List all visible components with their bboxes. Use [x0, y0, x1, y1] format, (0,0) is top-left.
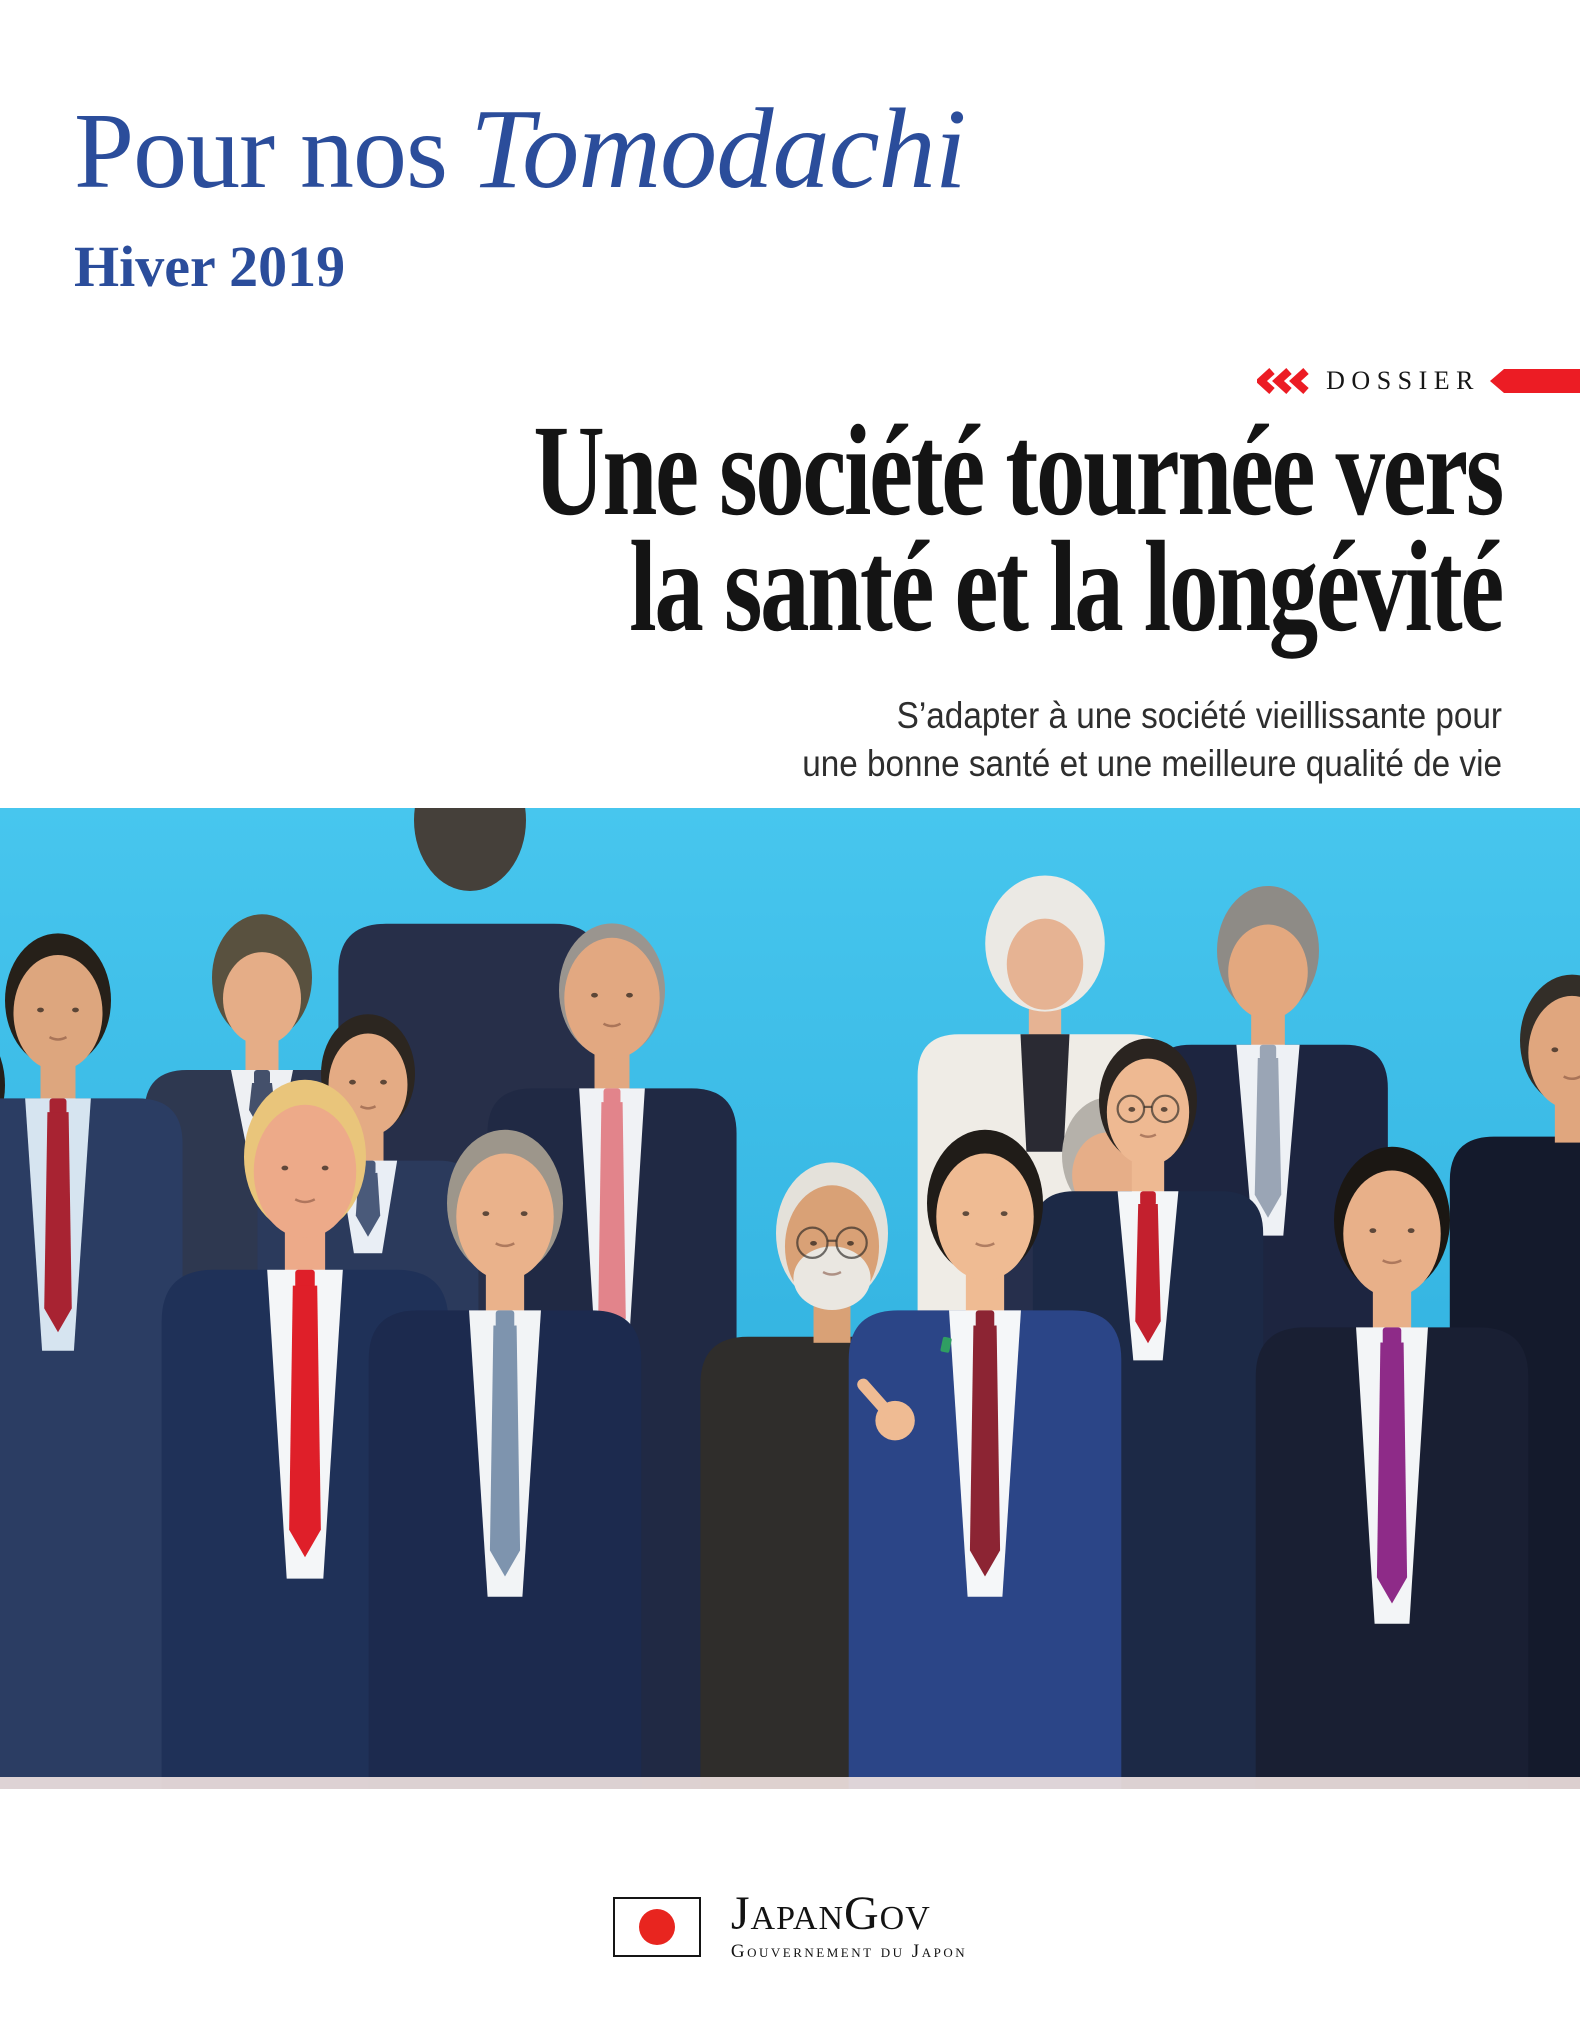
subtitle-line-1: S’adapter à une société vieillissante pour: [896, 695, 1502, 736]
stage-floor: [0, 1777, 1580, 1789]
headline-line-2: la santé et la longévité: [629, 515, 1502, 659]
japan-flag-icon: [613, 1897, 701, 1957]
headline: [82, 399, 1502, 659]
masthead-title: [74, 86, 966, 212]
dossier-arrow-band: [1490, 369, 1580, 393]
footer-logo: [0, 1887, 1580, 1963]
masthead-issue: Hiver 2019: [74, 233, 346, 299]
dossier-label: DOSSIER: [1326, 366, 1480, 395]
brand-block: [730, 1887, 968, 1963]
subtitle: [502, 692, 1502, 788]
g20-photo: [0, 808, 1580, 1789]
subtitle-line-2: une bonne santé et une meilleure qualité de vie: [802, 743, 1502, 784]
japan-flag-disc: [639, 1909, 675, 1945]
g20-photo-illustration: [0, 808, 1580, 1789]
brand-wordmark: JapanGov: [730, 1887, 931, 1940]
masthead: [74, 85, 966, 299]
triple-chevron-left-icon: [1257, 368, 1313, 394]
dossier-strip: [1257, 367, 1580, 395]
masthead-title-italic: Tomodachi: [469, 85, 966, 212]
masthead-title-regular: Pour nos: [74, 92, 448, 211]
brand-subtitle: Gouvernement du Japon: [730, 1940, 968, 1962]
headline-line-1: Une société tournée vers: [533, 399, 1502, 543]
